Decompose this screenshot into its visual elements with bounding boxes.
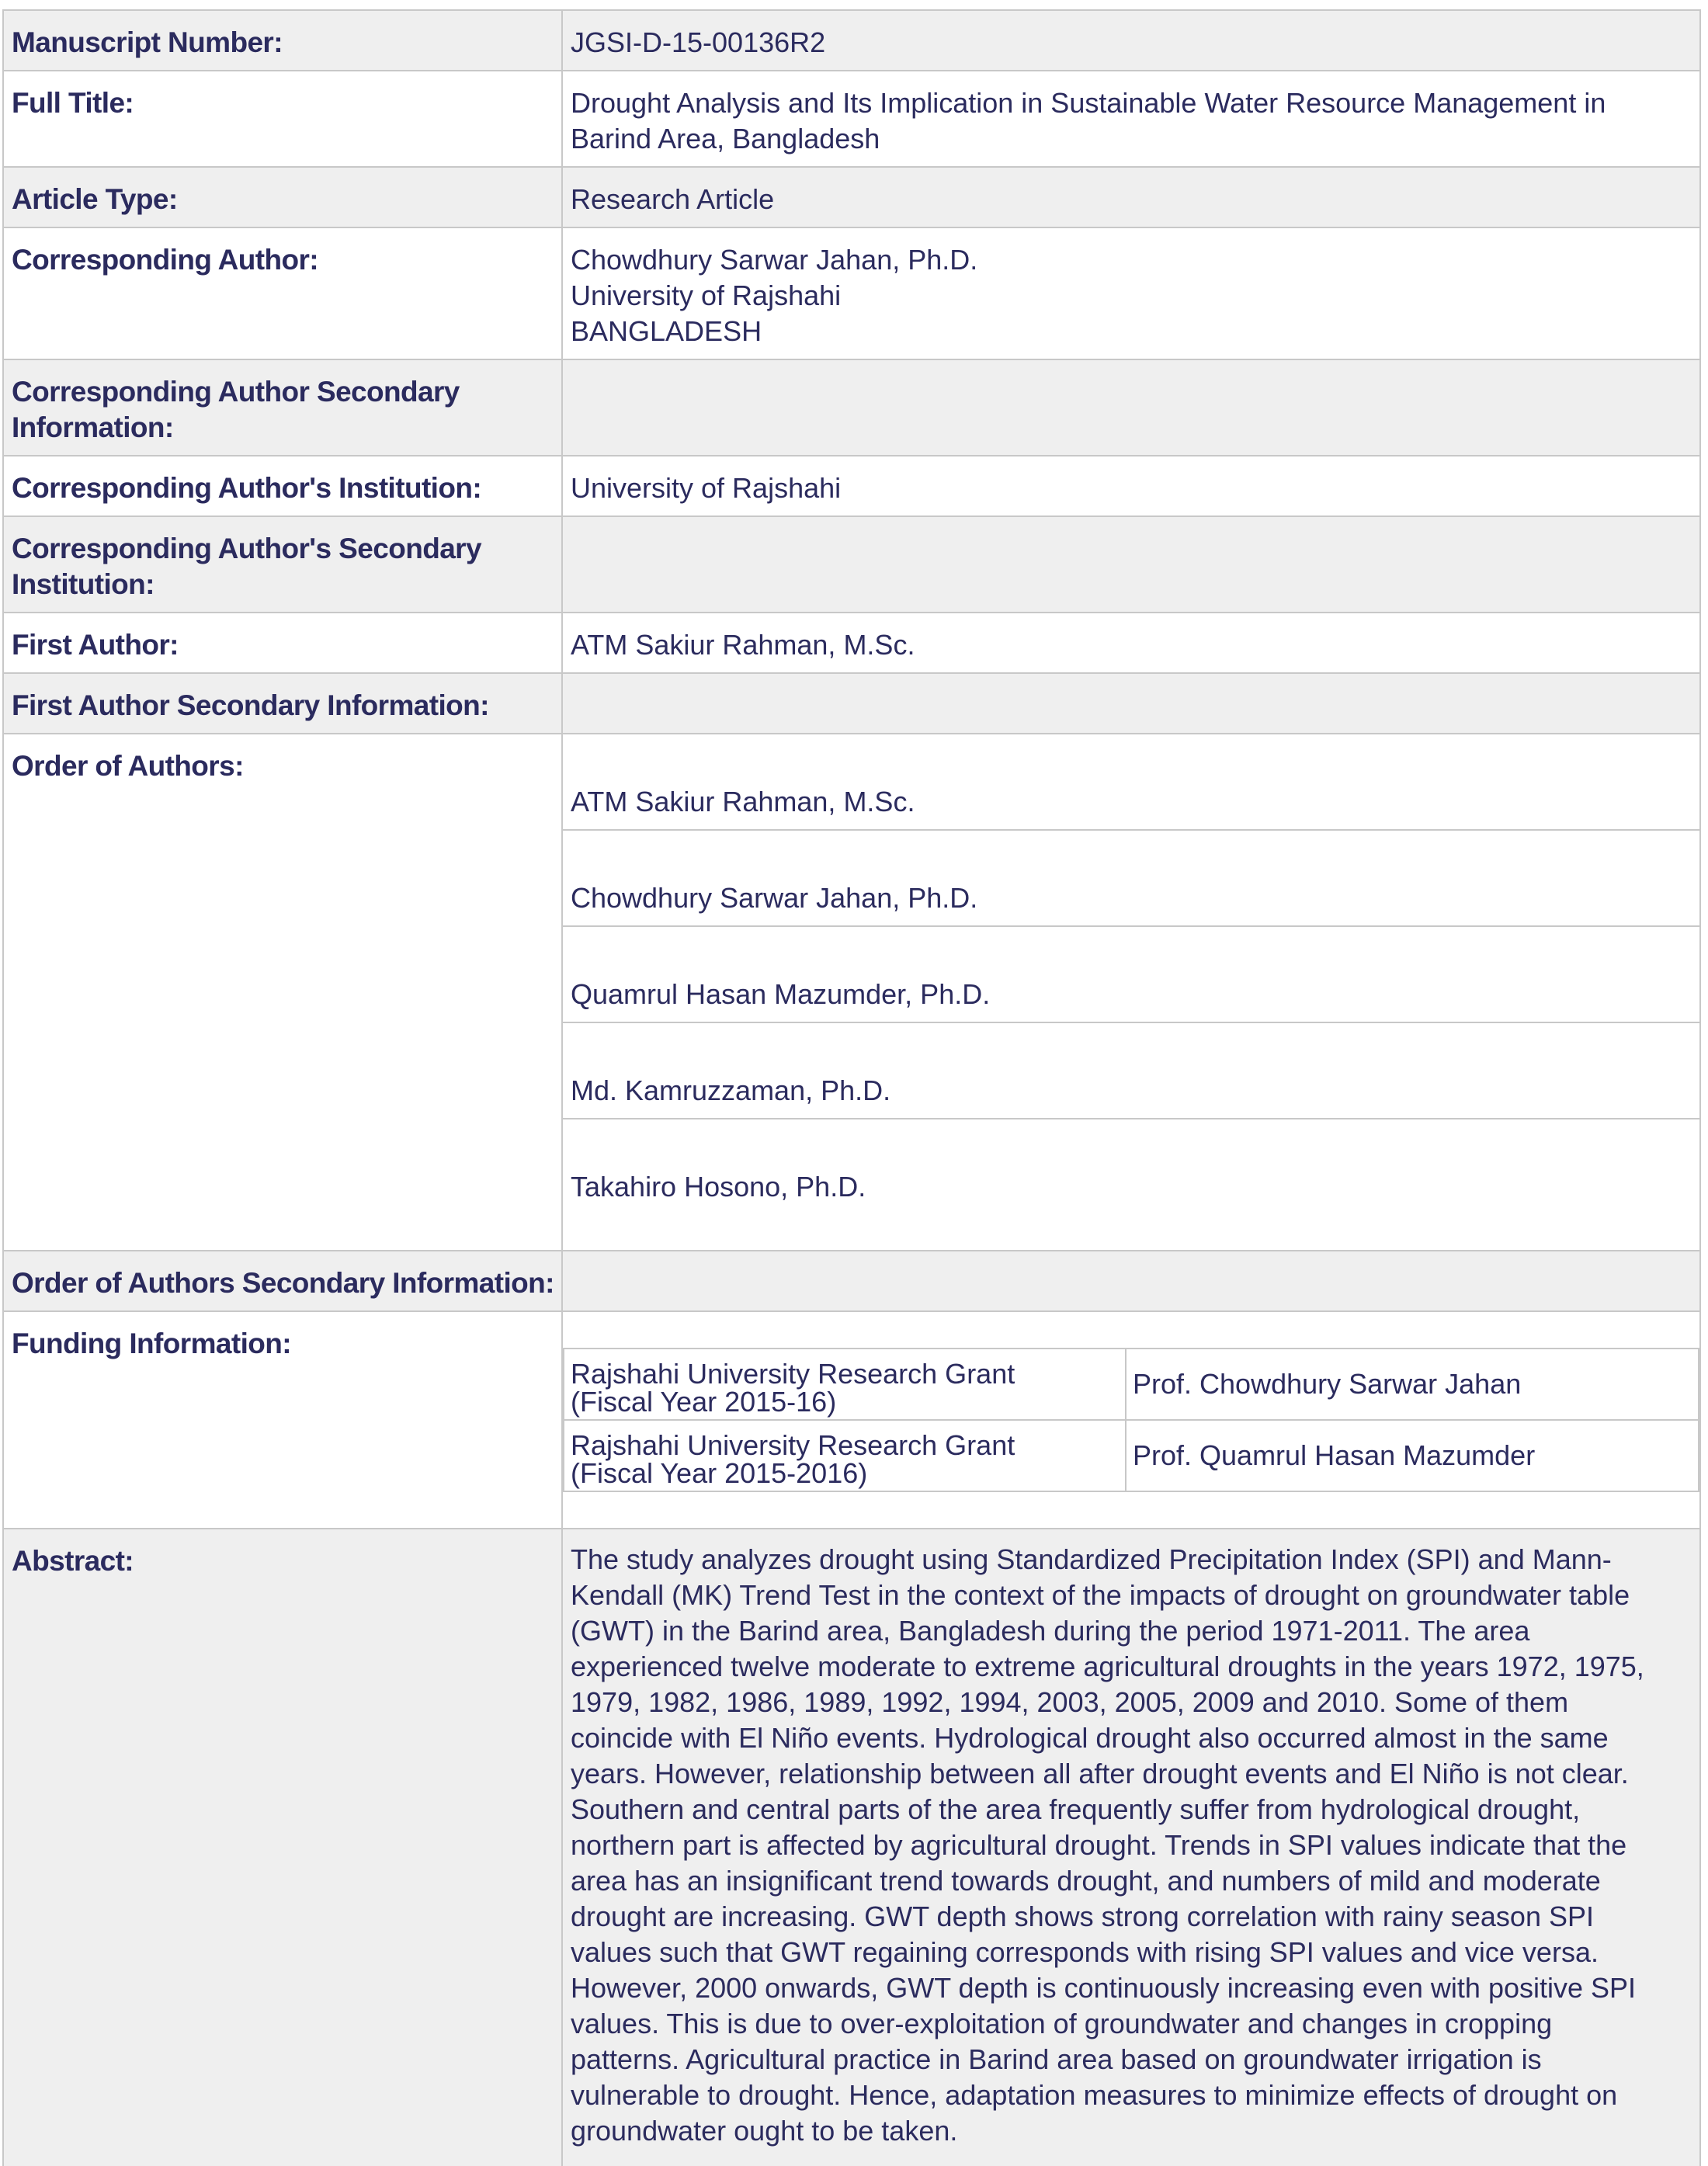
manuscript-number-value: JGSI-D-15-00136R2 [571, 26, 826, 58]
full-title-label: Full Title: [4, 71, 563, 166]
row-order-of-authors-secondary [2, 1251, 1701, 1312]
funding-recipient-cell: Prof. Chowdhury Sarwar Jahan [1127, 1349, 1698, 1421]
corresponding-secondary-institution-label: Corresponding Author's Secondary Institution: [4, 517, 563, 612]
funding-information-label: Funding Information: [4, 1312, 563, 1528]
row-article-type [2, 168, 1701, 228]
author-item: Takahiro Hosono, Ph.D. [571, 1171, 866, 1203]
row-corresponding-author-secondary [2, 360, 1701, 456]
first-author-secondary-value [563, 674, 1699, 733]
order-of-authors-secondary-value [563, 1251, 1699, 1310]
row-first-author [2, 613, 1701, 674]
corresponding-institution-value: University of Rajshahi [571, 472, 842, 504]
corresponding-secondary-institution-value [563, 517, 1699, 612]
first-author-value: ATM Sakiur Rahman, M.Sc. [571, 629, 915, 661]
row-corresponding-author [2, 228, 1701, 360]
author-item: Quamrul Hasan Mazumder, Ph.D. [563, 963, 1699, 1023]
order-of-authors-list [563, 734, 1699, 1250]
corresponding-author-secondary-label: Corresponding Author Secondary Information: [4, 360, 563, 455]
funding-grant-cell: Rajshahi University Research Grant (Fiscal Year 2015-2016) [564, 1421, 1127, 1491]
row-manuscript-number [2, 11, 1701, 71]
article-type-value: Research Article [571, 183, 775, 215]
abstract-label: Abstract: [4, 1529, 563, 2166]
funding-table-wrapper [563, 1312, 1699, 1528]
funding-grant-cell: Rajshahi University Research Grant (Fiscal Year 2015-16) [564, 1349, 1127, 1421]
corresponding-author-label: Corresponding Author: [4, 228, 563, 359]
funding-recipient-cell: Prof. Quamrul Hasan Mazumder [1133, 1439, 1536, 1471]
row-order-of-authors [2, 734, 1701, 1251]
row-corresponding-secondary-institution [2, 517, 1701, 613]
funding-table [563, 1348, 1699, 1492]
first-author-label: First Author: [4, 613, 563, 672]
full-title-value: Drought Analysis and Its Implication in Sustainable Water Resource Management in Barind Area, Bangladesh [571, 87, 1606, 154]
manuscript-number-label: Manuscript Number: [4, 11, 563, 70]
corresponding-author-secondary-value [563, 360, 1699, 455]
row-full-title [2, 71, 1701, 168]
author-item: Chowdhury Sarwar Jahan, Ph.D. [563, 866, 1699, 927]
row-first-author-secondary [2, 674, 1701, 734]
first-author-secondary-label: First Author Secondary Information: [4, 674, 563, 733]
row-abstract [2, 1529, 1701, 2166]
author-item: Md. Kamruzzaman, Ph.D. [563, 1059, 1699, 1119]
abstract-text: The study analyzes drought using Standardized Precipitation Index (SPI) and Mann- Kendall (MK) Trend Test in the context of the impacts of drought on groundwater table (GWT) in the Barind area, Bangladesh during the period 1971-2011. The area experienced twelve moderate to extreme agricultural droughts in the years 1972, 1975, 1979, 1982, 1986, 1989, 1992, 1994, 2003, 2005, 2009 and 2010. Some of them coincide with El Niño events. Hydrological drought also occurred almost in the same years. However, relationship between all after drought events and El Niño is not clear. Southern and central parts of the area frequently suffer from hydrological drought, northern part is affected by agricultural drought. Trends in SPI values indicate that the area has an insignificant trend towards drought, and numbers of mild and moderate drought are increasing. GWT depth shows strong correlation with rainy season SPI values such that GWT regaining corresponds with rising SPI values and vice versa. However, 2000 onwards, GWT depth is continuously increasing even with positive SPI values. This is due to over-exploitation of groundwater and changes in cropping patterns. Agricultural practice in Barind area based on groundwater irrigation is vulnerable to drought. Hence, adaptation measures to minimize effects of drought on groundwater ought to be taken. [571, 1543, 1644, 2147]
article-type-label: Article Type: [4, 168, 563, 227]
corresponding-institution-label: Corresponding Author's Institution: [4, 456, 563, 515]
corresponding-author-value: Chowdhury Sarwar Jahan, Ph.D. University of Rajshahi BANGLADESH [571, 244, 978, 347]
author-item: ATM Sakiur Rahman, M.Sc. [563, 770, 1699, 831]
manuscript-details-table [2, 9, 1701, 2166]
order-of-authors-secondary-label: Order of Authors Secondary Information: [4, 1251, 563, 1310]
row-corresponding-institution [2, 456, 1701, 517]
order-of-authors-label: Order of Authors: [4, 734, 563, 1250]
row-funding-information [2, 1312, 1701, 1529]
